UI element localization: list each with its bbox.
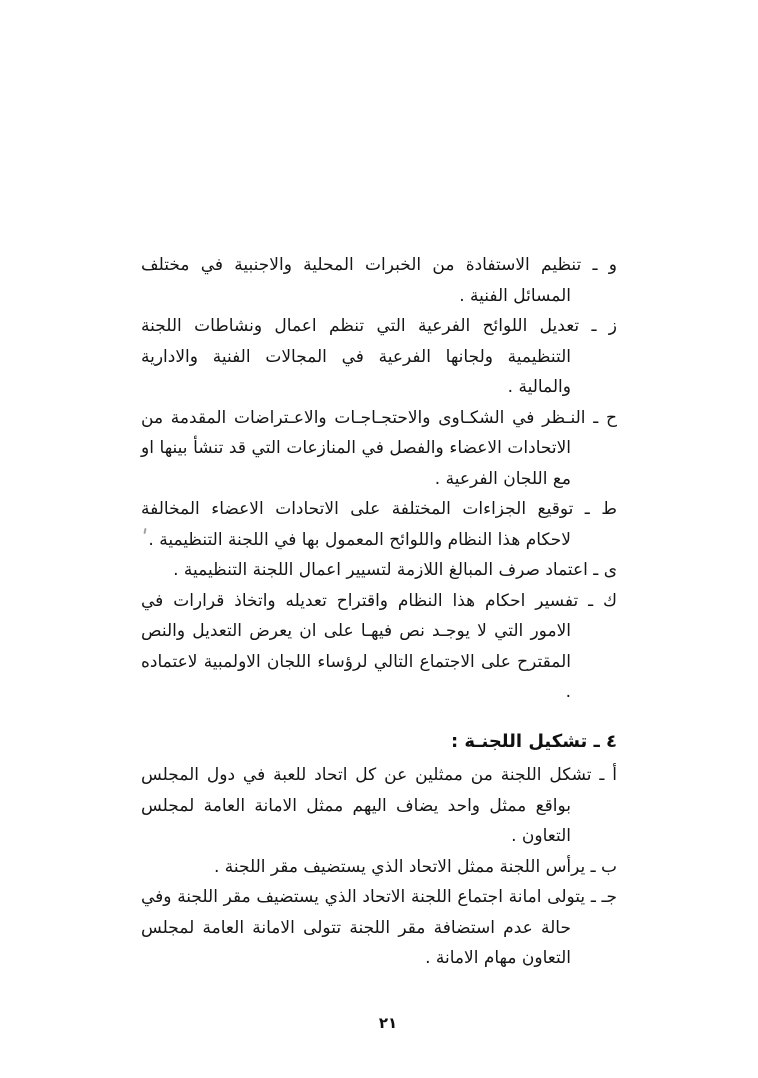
section-heading-committee-formation: ٤ ـ تشكيل اللجنـة : (450, 730, 617, 752)
clause-tah: ط ـ توقيع الجزاءات المختلفة على الاتحادات الاعضاء المخالفة لاحكام هذا النظام واللوائح المعمول بها في اللجنة التنظيمية . (141, 499, 617, 550)
sub-clause-alef: أ ـ تشكل اللجنة من ممثلين عن كل اتحاد للعبة في دول المجلس بواقع ممثل واحد يضاف اليهم ممثل الامانة العامة لمجلس التعاون . (141, 765, 617, 846)
clause-zay: ز ـ تعديل اللوائح الفرعية التي تنظم اعمال ونشاطات اللجنة التنظيمية ولجانها الفرعية في المجالات الفنية والادارية والمالية . (141, 316, 617, 397)
page-content (141, 250, 617, 974)
page-number: ٢١ (378, 1014, 398, 1032)
clause-kaf: ك ـ تفسير احكام هذا النظام واقتراح تعديله واتخاذ قرارات في الامور التي لا يوجـد نص فيهـا على ان يعرض التعديل والنص المقترح على الاجتماع التالي لرؤساء اللجان الاولمبية لاعتماده . (141, 590, 617, 702)
sub-clause-ba: ب ـ يرأس اللجنة ممثل الاتحاد الذي يستضيف مقر اللجنة . (213, 856, 617, 877)
clause-ya: ى ـ اعتماد صرف المبالغ اللازمة لتسيير اعمال اللجنة التنظيمية . (173, 560, 617, 580)
clause-hah: ح ـ النـظر في الشكـاوى والاحتجـاجـات والاعـتراضات المقدمة من الاتحادات الاعضاء والفصل في المنازعات التي قد تنشأ بينها او مع اللجان الفرعية . (141, 407, 617, 489)
sub-clause-jeem: جـ ـ يتولى امانة اجتماع اللجنة الاتحاد الذي يستضيف مقر اللجنة وفي حالة عدم استضافة مقر اللجنة تتولى الامانة العامة لمجلس التعاون مهام الامانة . (141, 887, 617, 968)
clause-waw: و ـ تنظيم الاستفادة من الخبرات المحلية والاجنبية في مختلف المسائل الفنية . (141, 255, 617, 306)
